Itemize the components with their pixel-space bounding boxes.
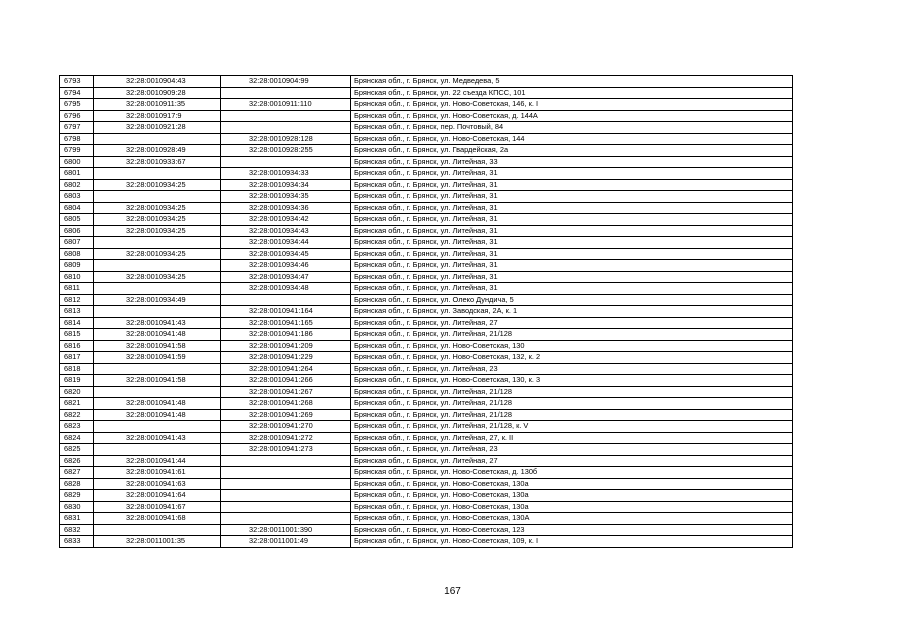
building-cadastral-number-cell: 32:28:0010941:266 xyxy=(221,375,351,387)
table-row xyxy=(60,398,793,410)
address-cell: Брянская обл., г. Брянск, ул. Ново-Советская, 130а xyxy=(351,478,793,490)
address-cell: Брянская обл., г. Брянск, пер. Почтовый, 84 xyxy=(351,122,793,134)
table-row xyxy=(60,156,793,168)
land-cadastral-number-cell: 32:28:0010934:25 xyxy=(94,202,221,214)
land-cadastral-number-cell: 32:28:0010941:63 xyxy=(94,478,221,490)
land-cadastral-number-cell xyxy=(94,306,221,318)
land-cadastral-number-cell xyxy=(94,444,221,456)
row-number-cell: 6829 xyxy=(60,490,94,502)
table-row xyxy=(60,168,793,180)
address-cell: Брянская обл., г. Брянск, ул. Ново-Советская, 130а xyxy=(351,490,793,502)
row-number-cell: 6820 xyxy=(60,386,94,398)
land-cadastral-number-cell: 32:28:0010911:35 xyxy=(94,99,221,111)
building-cadastral-number-cell xyxy=(221,87,351,99)
table-row xyxy=(60,271,793,283)
building-cadastral-number-cell: 32:28:0010941:229 xyxy=(221,352,351,364)
land-cadastral-number-cell: 32:28:0010941:68 xyxy=(94,513,221,525)
row-number-cell: 6814 xyxy=(60,317,94,329)
address-cell: Брянская обл., г. Брянск, ул. Литейная, 21/128 xyxy=(351,409,793,421)
table-row xyxy=(60,214,793,226)
land-cadastral-number-cell xyxy=(94,168,221,180)
land-cadastral-number-cell: 32:28:0010934:25 xyxy=(94,248,221,260)
building-cadastral-number-cell: 32:28:0010934:46 xyxy=(221,260,351,272)
land-cadastral-number-cell: 32:28:0010941:43 xyxy=(94,432,221,444)
land-cadastral-number-cell: 32:28:0010941:43 xyxy=(94,317,221,329)
building-cadastral-number-cell: 32:28:0010934:43 xyxy=(221,225,351,237)
row-number-cell: 6797 xyxy=(60,122,94,134)
building-cadastral-number-cell: 32:28:0010934:42 xyxy=(221,214,351,226)
row-number-cell: 6827 xyxy=(60,467,94,479)
table-row xyxy=(60,260,793,272)
building-cadastral-number-cell: 32:28:0010941:209 xyxy=(221,340,351,352)
land-cadastral-number-cell xyxy=(94,283,221,295)
row-number-cell: 6833 xyxy=(60,536,94,548)
table-row xyxy=(60,467,793,479)
row-number-cell: 6812 xyxy=(60,294,94,306)
land-cadastral-number-cell xyxy=(94,524,221,536)
row-number-cell: 6816 xyxy=(60,340,94,352)
table-row xyxy=(60,145,793,157)
address-cell: Брянская обл., г. Брянск, ул. Ново-Советская, д. 130б xyxy=(351,467,793,479)
table-row xyxy=(60,409,793,421)
land-cadastral-number-cell: 32:28:0010941:59 xyxy=(94,352,221,364)
table-row xyxy=(60,501,793,513)
address-cell: Брянская обл., г. Брянск, ул. Литейная, 31 xyxy=(351,214,793,226)
building-cadastral-number-cell: 32:28:0010934:47 xyxy=(221,271,351,283)
table-row xyxy=(60,375,793,387)
table-row xyxy=(60,122,793,134)
row-number-cell: 6803 xyxy=(60,191,94,203)
building-cadastral-number-cell xyxy=(221,478,351,490)
building-cadastral-number-cell: 32:28:0010934:44 xyxy=(221,237,351,249)
land-cadastral-number-cell xyxy=(94,133,221,145)
row-number-cell: 6815 xyxy=(60,329,94,341)
address-cell: Брянская обл., г. Брянск, ул. Литейная, 21/128 xyxy=(351,386,793,398)
table-body xyxy=(60,76,793,548)
address-cell: Брянская обл., г. Брянск, ул. Ново-Советская, д. 144А xyxy=(351,110,793,122)
table-row xyxy=(60,133,793,145)
row-number-cell: 6800 xyxy=(60,156,94,168)
address-cell: Брянская обл., г. Брянск, ул. Литейная, 21/128 xyxy=(351,329,793,341)
address-cell: Брянская обл., г. Брянск, ул. Литейная, 27 xyxy=(351,317,793,329)
table-row xyxy=(60,513,793,525)
row-number-cell: 6811 xyxy=(60,283,94,295)
address-cell: Брянская обл., г. Брянск, ул. Литейная, 31 xyxy=(351,248,793,260)
building-cadastral-number-cell: 32:28:0010941:186 xyxy=(221,329,351,341)
land-cadastral-number-cell xyxy=(94,421,221,433)
land-cadastral-number-cell: 32:28:0010921:28 xyxy=(94,122,221,134)
land-cadastral-number-cell xyxy=(94,191,221,203)
table-row xyxy=(60,237,793,249)
land-cadastral-number-cell: 32:28:0010941:67 xyxy=(94,501,221,513)
address-cell: Брянская обл., г. Брянск, ул. Литейная, 23 xyxy=(351,444,793,456)
row-number-cell: 6832 xyxy=(60,524,94,536)
building-cadastral-number-cell: 32:28:0010941:165 xyxy=(221,317,351,329)
building-cadastral-number-cell: 32:28:0010941:269 xyxy=(221,409,351,421)
address-cell: Брянская обл., г. Брянск, ул. Литейная, 31 xyxy=(351,260,793,272)
table-row xyxy=(60,179,793,191)
address-cell: Брянская обл., г. Брянск, ул. Литейная, 31 xyxy=(351,168,793,180)
table-row xyxy=(60,490,793,502)
address-cell: Брянская обл., г. Брянск, ул. Ново-Советская, 130 xyxy=(351,340,793,352)
building-cadastral-number-cell: 32:28:0011001:390 xyxy=(221,524,351,536)
table-row xyxy=(60,294,793,306)
land-cadastral-number-cell: 32:28:0010934:25 xyxy=(94,179,221,191)
row-number-cell: 6809 xyxy=(60,260,94,272)
table-row xyxy=(60,76,793,88)
land-cadastral-number-cell: 32:28:0010941:58 xyxy=(94,340,221,352)
address-cell: Брянская обл., г. Брянск, ул. Литейная, 31 xyxy=(351,283,793,295)
row-number-cell: 6828 xyxy=(60,478,94,490)
building-cadastral-number-cell: 32:28:0010934:45 xyxy=(221,248,351,260)
land-cadastral-number-cell: 32:28:0010928:49 xyxy=(94,145,221,157)
building-cadastral-number-cell: 32:28:0010941:264 xyxy=(221,363,351,375)
land-cadastral-number-cell: 32:28:0010941:61 xyxy=(94,467,221,479)
property-registry-table xyxy=(59,75,793,548)
building-cadastral-number-cell: 32:28:0010904:99 xyxy=(221,76,351,88)
address-cell: Брянская обл., г. Брянск, ул. Литейная, 23 xyxy=(351,363,793,375)
address-cell: Брянская обл., г. Брянск, ул. Ново-Советская, 130, к. 3 xyxy=(351,375,793,387)
row-number-cell: 6824 xyxy=(60,432,94,444)
row-number-cell: 6823 xyxy=(60,421,94,433)
table-row xyxy=(60,524,793,536)
address-cell: Брянская обл., г. Брянск, ул. Литейная, 31 xyxy=(351,237,793,249)
land-cadastral-number-cell: 32:28:0010917:9 xyxy=(94,110,221,122)
land-cadastral-number-cell: 32:28:0010941:48 xyxy=(94,409,221,421)
row-number-cell: 6813 xyxy=(60,306,94,318)
address-cell: Брянская обл., г. Брянск, ул. Гвардейская, 2а xyxy=(351,145,793,157)
land-cadastral-number-cell xyxy=(94,386,221,398)
land-cadastral-number-cell: 32:28:0010904:43 xyxy=(94,76,221,88)
address-cell: Брянская обл., г. Брянск, ул. Литейная, 27, к. II xyxy=(351,432,793,444)
building-cadastral-number-cell xyxy=(221,455,351,467)
address-cell: Брянская обл., г. Брянск, ул. Литейная, 21/128 xyxy=(351,398,793,410)
land-cadastral-number-cell: 32:28:0010933:67 xyxy=(94,156,221,168)
row-number-cell: 6795 xyxy=(60,99,94,111)
building-cadastral-number-cell: 32:28:0010934:36 xyxy=(221,202,351,214)
address-cell: Брянская обл., г. Брянск, ул. Литейная, 27 xyxy=(351,455,793,467)
building-cadastral-number-cell xyxy=(221,490,351,502)
row-number-cell: 6796 xyxy=(60,110,94,122)
table-row xyxy=(60,110,793,122)
land-cadastral-number-cell: 32:28:0010941:48 xyxy=(94,398,221,410)
land-cadastral-number-cell: 32:28:0010934:25 xyxy=(94,271,221,283)
address-cell: Брянская обл., г. Брянск, ул. Литейная, 31 xyxy=(351,202,793,214)
building-cadastral-number-cell: 32:28:0010941:270 xyxy=(221,421,351,433)
land-cadastral-number-cell: 32:28:0010909:28 xyxy=(94,87,221,99)
address-cell: Брянская обл., г. Брянск, ул. Литейная, 31 xyxy=(351,179,793,191)
row-number-cell: 6826 xyxy=(60,455,94,467)
table-row xyxy=(60,352,793,364)
row-number-cell: 6810 xyxy=(60,271,94,283)
table-row xyxy=(60,87,793,99)
land-cadastral-number-cell: 32:28:0010941:48 xyxy=(94,329,221,341)
building-cadastral-number-cell: 32:28:0010941:267 xyxy=(221,386,351,398)
table-row xyxy=(60,225,793,237)
table-row xyxy=(60,248,793,260)
table-row xyxy=(60,536,793,548)
building-cadastral-number-cell: 32:28:0010941:273 xyxy=(221,444,351,456)
table-row xyxy=(60,317,793,329)
row-number-cell: 6799 xyxy=(60,145,94,157)
row-number-cell: 6817 xyxy=(60,352,94,364)
table-row xyxy=(60,455,793,467)
table-row xyxy=(60,99,793,111)
table-row xyxy=(60,432,793,444)
row-number-cell: 6804 xyxy=(60,202,94,214)
building-cadastral-number-cell: 32:28:0010934:48 xyxy=(221,283,351,295)
row-number-cell: 6801 xyxy=(60,168,94,180)
table-row xyxy=(60,386,793,398)
address-cell: Брянская обл., г. Брянск, ул. Медведева, 5 xyxy=(351,76,793,88)
building-cadastral-number-cell xyxy=(221,501,351,513)
row-number-cell: 6821 xyxy=(60,398,94,410)
building-cadastral-number-cell: 32:28:0010934:35 xyxy=(221,191,351,203)
table-row xyxy=(60,283,793,295)
row-number-cell: 6830 xyxy=(60,501,94,513)
address-cell: Брянская обл., г. Брянск, ул. Ново-Советская, 146, к. I xyxy=(351,99,793,111)
building-cadastral-number-cell xyxy=(221,110,351,122)
row-number-cell: 6807 xyxy=(60,237,94,249)
page-number: 167 xyxy=(444,586,461,597)
building-cadastral-number-cell: 32:28:0010941:268 xyxy=(221,398,351,410)
building-cadastral-number-cell: 32:28:0010934:34 xyxy=(221,179,351,191)
building-cadastral-number-cell: 32:28:0010941:272 xyxy=(221,432,351,444)
address-cell: Брянская обл., г. Брянск, ул. Олеко Дундича, 5 xyxy=(351,294,793,306)
table-row xyxy=(60,329,793,341)
table-row xyxy=(60,191,793,203)
building-cadastral-number-cell xyxy=(221,467,351,479)
land-cadastral-number-cell: 32:28:0010941:44 xyxy=(94,455,221,467)
table-row xyxy=(60,478,793,490)
land-cadastral-number-cell xyxy=(94,363,221,375)
address-cell: Брянская обл., г. Брянск, ул. Ново-Советская, 130А xyxy=(351,513,793,525)
address-cell: Брянская обл., г. Брянск, ул. Ново-Советская, 130а xyxy=(351,501,793,513)
row-number-cell: 6805 xyxy=(60,214,94,226)
table-row xyxy=(60,306,793,318)
address-cell: Брянская обл., г. Брянск, ул. Литейная, 31 xyxy=(351,271,793,283)
row-number-cell: 6825 xyxy=(60,444,94,456)
land-cadastral-number-cell: 32:28:0011001:35 xyxy=(94,536,221,548)
address-cell: Брянская обл., г. Брянск, ул. Ново-Советская, 144 xyxy=(351,133,793,145)
land-cadastral-number-cell: 32:28:0010934:49 xyxy=(94,294,221,306)
row-number-cell: 6831 xyxy=(60,513,94,525)
address-cell: Брянская обл., г. Брянск, ул. Литейная, 21/128, к. V xyxy=(351,421,793,433)
address-cell: Брянская обл., г. Брянск, ул. Ново-Советская, 132, к. 2 xyxy=(351,352,793,364)
building-cadastral-number-cell xyxy=(221,122,351,134)
land-cadastral-number-cell xyxy=(94,237,221,249)
address-cell: Брянская обл., г. Брянск, ул. Ново-Советская, 123 xyxy=(351,524,793,536)
land-cadastral-number-cell: 32:28:0010941:64 xyxy=(94,490,221,502)
row-number-cell: 6802 xyxy=(60,179,94,191)
building-cadastral-number-cell: 32:28:0010934:33 xyxy=(221,168,351,180)
table-row xyxy=(60,444,793,456)
row-number-cell: 6822 xyxy=(60,409,94,421)
building-cadastral-number-cell xyxy=(221,294,351,306)
land-cadastral-number-cell: 32:28:0010941:58 xyxy=(94,375,221,387)
row-number-cell: 6806 xyxy=(60,225,94,237)
address-cell: Брянская обл., г. Брянск, ул. Ново-Советская, 109, к. I xyxy=(351,536,793,548)
land-cadastral-number-cell xyxy=(94,260,221,272)
address-cell: Брянская обл., г. Брянск, ул. Литейная, 31 xyxy=(351,225,793,237)
building-cadastral-number-cell: 32:28:0010928:255 xyxy=(221,145,351,157)
row-number-cell: 6808 xyxy=(60,248,94,260)
building-cadastral-number-cell xyxy=(221,156,351,168)
address-cell: Брянская обл., г. Брянск, ул. Заводская, 2А, к. 1 xyxy=(351,306,793,318)
table-row xyxy=(60,202,793,214)
land-cadastral-number-cell: 32:28:0010934:25 xyxy=(94,225,221,237)
building-cadastral-number-cell: 32:28:0010941:164 xyxy=(221,306,351,318)
building-cadastral-number-cell: 32:28:0010911:110 xyxy=(221,99,351,111)
row-number-cell: 6818 xyxy=(60,363,94,375)
building-cadastral-number-cell: 32:28:0011001:49 xyxy=(221,536,351,548)
row-number-cell: 6819 xyxy=(60,375,94,387)
row-number-cell: 6793 xyxy=(60,76,94,88)
building-cadastral-number-cell xyxy=(221,513,351,525)
row-number-cell: 6798 xyxy=(60,133,94,145)
table-row xyxy=(60,340,793,352)
address-cell: Брянская обл., г. Брянск, ул. Литейная, 33 xyxy=(351,156,793,168)
land-cadastral-number-cell: 32:28:0010934:25 xyxy=(94,214,221,226)
table-row xyxy=(60,363,793,375)
table-row xyxy=(60,421,793,433)
building-cadastral-number-cell: 32:28:0010928:128 xyxy=(221,133,351,145)
address-cell: Брянская обл., г. Брянск, ул. 22 съезда КПСС, 101 xyxy=(351,87,793,99)
row-number-cell: 6794 xyxy=(60,87,94,99)
address-cell: Брянская обл., г. Брянск, ул. Литейная, 31 xyxy=(351,191,793,203)
